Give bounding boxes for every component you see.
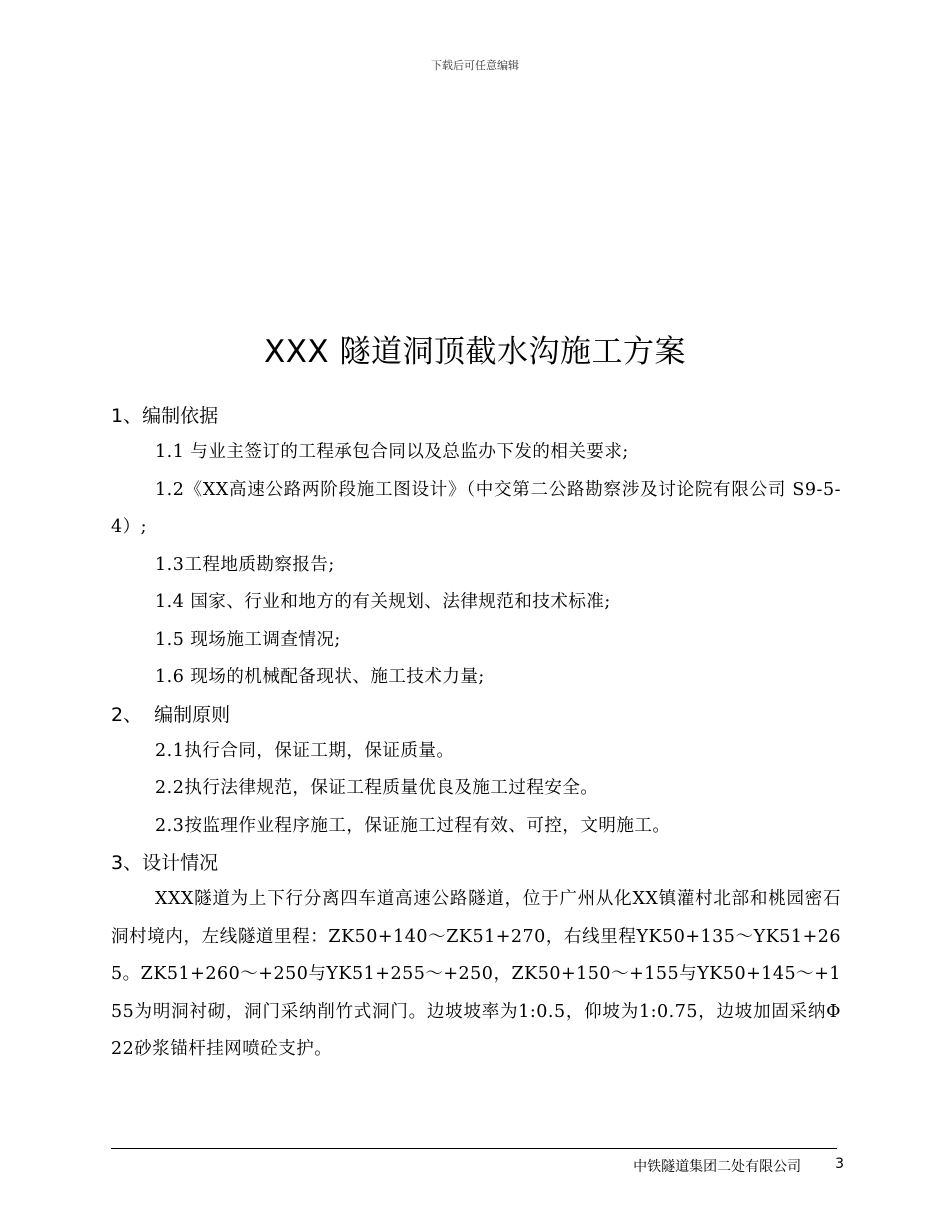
- paragraph: XXX隧道为上下行分离四车道高速公路隧道，位于广州从化XX镇灌村北部和桃园密石洞村境内，左线隧道里程：ZK50+140～ZK51+270，右线里程YK50+135～YK51+265。ZK51+260～+250与YK51+255～+250，ZK50+150～+155与YK50+145～+155为明洞衬砌，洞门采纳削竹式洞门。边坡坡率为1:0.5，仰坡为1:0.75，边坡加固采纳Φ22砂浆锚杆挂网喷砼支护。: [111, 889, 841, 1059]
- paragraph: 2.2执行法律规范，保证工程质量优良及施工过程安全。: [155, 778, 599, 798]
- page-footer: [633, 1156, 844, 1176]
- document-title: XXX 隧道洞顶截水沟施工方案: [263, 334, 687, 370]
- section-heading-design: 3、设计情况: [111, 852, 219, 874]
- paragraph: 1.5 现场施工调查情况;: [155, 629, 341, 650]
- paragraph: 1.1 与业主签订的工程承包合同以及总监办下发的相关要求;: [155, 442, 629, 462]
- paragraph: 1.3工程地质勘察报告;: [155, 554, 335, 575]
- paragraph: 1.6 现场的机械配备现状、施工技术力量;: [155, 667, 485, 687]
- page-number: 3: [835, 1156, 844, 1172]
- paragraph: 1.2《XX高速公路两阶段施工图设计》（中交第二公路勘察涉及讨论院有限公司 S9-5-4）;: [111, 479, 841, 537]
- header-note: 下载后可任意编辑: [431, 59, 519, 72]
- section-heading-basis: 1、编制依据: [111, 405, 219, 427]
- document-body: [111, 398, 841, 1069]
- footer-divider: [111, 1148, 837, 1149]
- paragraph: 1.4 国家、行业和地方的有关规划、法律规范和技术标准;: [155, 592, 611, 612]
- footer-company: 中铁隧道集团二处有限公司: [633, 1159, 802, 1175]
- section-heading-principles: 2、 编制原则: [111, 703, 231, 726]
- paragraph: 2.1执行合同，保证工期，保证质量。: [155, 740, 455, 761]
- paragraph: 2.3按监理作业程序施工，保证施工过程有效、可控，文明施工。: [155, 815, 671, 836]
